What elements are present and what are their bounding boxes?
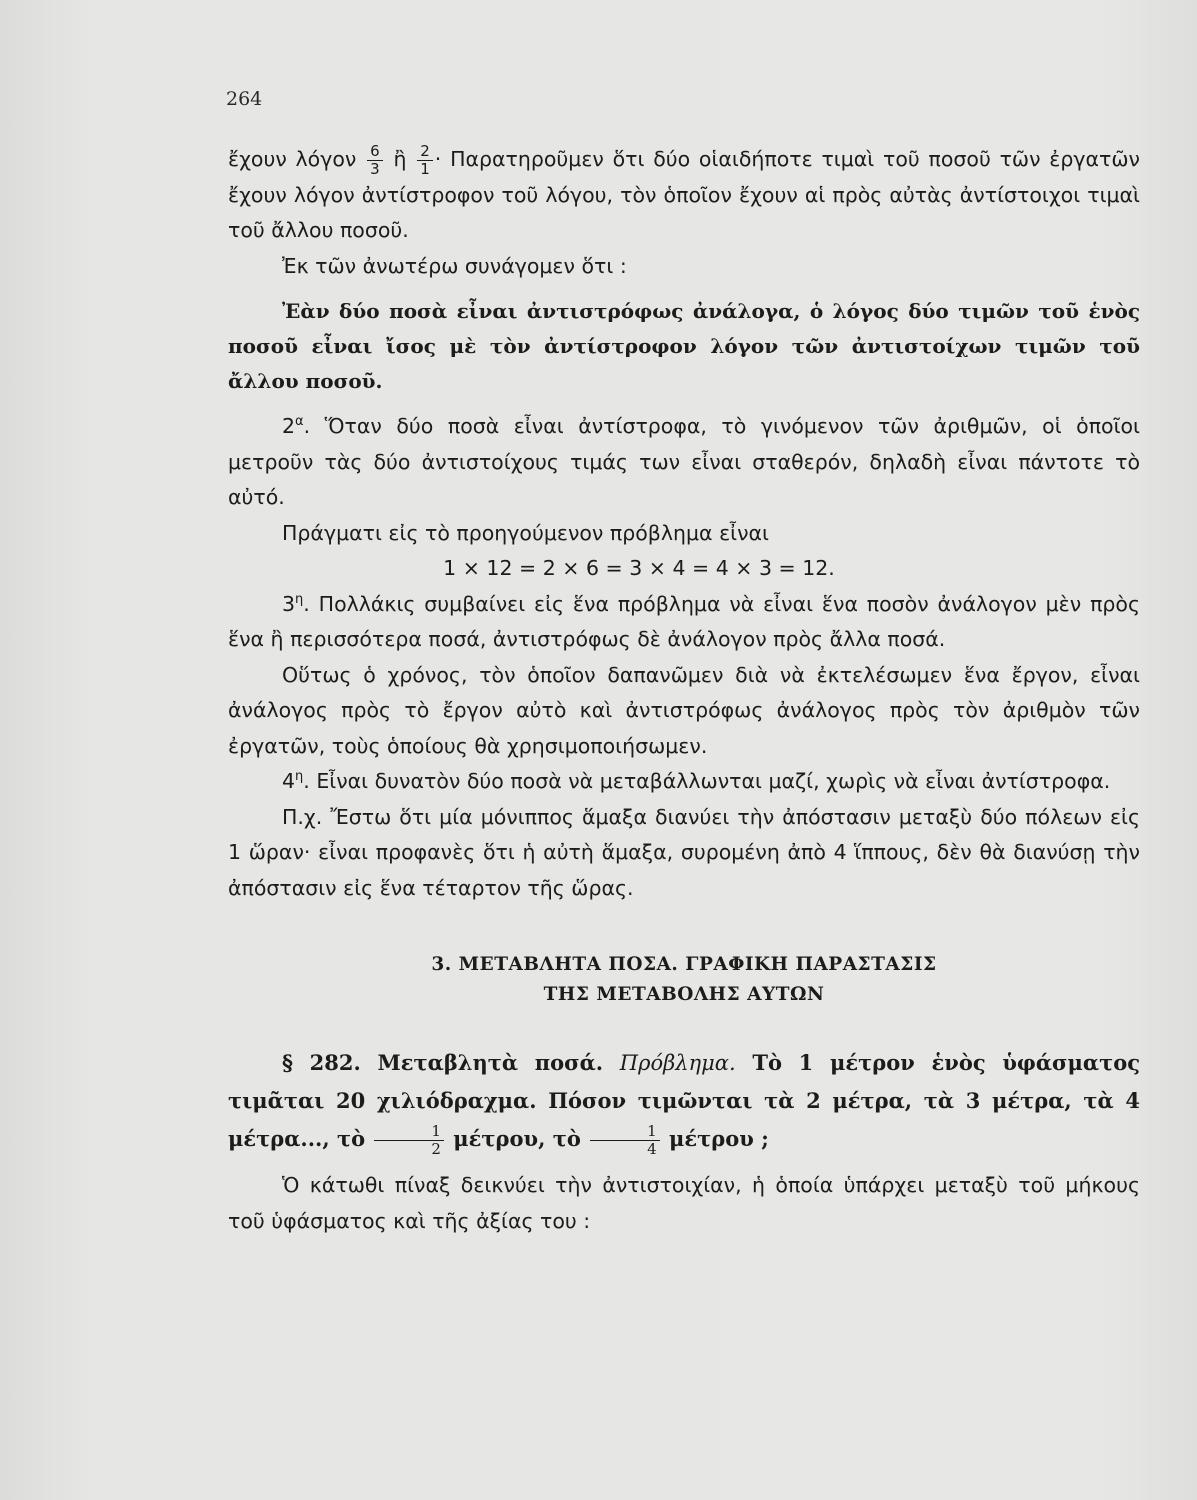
paragraph-rule-bold: Ἐὰν δύο ποσὰ εἶναι ἀντιστρόφως ἀνάλογα, ὁ λόγος δύο τιμῶν τοῦ ἑνὸς ποσοῦ εἶναι ἴσος μὲ τὸν ἀντίστροφον λόγον τῶν ἀντιστοίχων τιμῶν τοῦ ἄλλου ποσοῦ.	[228, 299, 1140, 393]
section-282-problem	[228, 1044, 1140, 1158]
fraction-1-2	[374, 1123, 444, 1158]
paragraph-indeed: Πράγματι εἰς τὸ προηγούμενον πρόβλημα εἶναι	[282, 520, 769, 545]
page-number: 264	[226, 88, 263, 110]
fraction-numerator: 1	[374, 1123, 444, 1141]
paragraph-point-4	[228, 764, 1140, 800]
fraction-numerator: 2	[417, 143, 433, 161]
text-segment: . Πολλάκις συμβαίνει εἰς ἕνα πρόβλημα νὰ εἶναι ἕνα ποσὸν ἀνάλογον μὲν πρὸς ἕνα ἢ περισσότερα ποσά, ἀντιστρόφως δὲ ἀνάλογον πρὸς ἄλλα ποσά.	[228, 591, 1140, 651]
paragraph-conclusion-intro: Ἐκ τῶν ἀνωτέρω συνάγομεν ὅτι :	[282, 253, 627, 278]
text-segment: . Εἶναι δυνατὸν δύο ποσὰ νὰ μεταβάλλωνται μαζί, χωρὶς νὰ εἶναι ἀντίστροφα.	[303, 769, 1111, 793]
paragraph-point-2	[228, 409, 1140, 516]
fraction-numerator: 6	[367, 143, 383, 161]
paragraph-point-3	[228, 587, 1140, 658]
text-segment: ἔχουν λόγον	[228, 147, 357, 171]
page-content	[228, 142, 1140, 1239]
equation-products: 1 × 12 = 2 × 6 = 3 × 4 = 4 × 3 = 12.	[443, 556, 835, 580]
text-segment: . Ὅταν δύο ποσὰ εἶναι ἀντίστροφα, τὸ γινόμενον τῶν ἀριθμῶν, οἱ ὁποῖοι μετροῦν τὰς δύο ἀντιστοίχους τιμάς των εἶναι σταθερόν, δηλαδὴ εἶναι πάντοτε τὸ αὐτό.	[228, 414, 1140, 509]
text-segment: ἢ	[393, 147, 407, 171]
point-number: 2	[282, 414, 296, 438]
point-number: 4	[282, 769, 296, 793]
fraction-denominator: 1	[420, 159, 430, 178]
point-superscript: α	[295, 414, 304, 430]
fraction-1-4	[590, 1123, 660, 1158]
fraction-denominator: 2	[431, 1140, 441, 1158]
fraction-denominator: 4	[647, 1140, 657, 1158]
problem-label: Πρόβλημα.	[619, 1051, 736, 1075]
point-superscript: η	[295, 769, 304, 785]
paragraph-carriage-example: Π.χ. Ἔστω ὅτι μία μόνιππος ἅμαξα διανύει τὴν ἀπόστασιν μεταξὺ δύο πόλεων εἰς 1 ὥραν· εἶναι προφανὲς ὅτι ἡ αὐτὴ ἅμαξα, συρομένη ἀπὸ 4 ἵππους, δὲν θὰ διανύσῃ τὴν ἀπόστασιν εἰς ἕνα τέταρτον τῆς ὥρας.	[228, 804, 1140, 900]
paragraph-time-example: Οὕτως ὁ χρόνος, τὸν ὁποῖον δαπανῶμεν διὰ νὰ ἐκτελέσωμεν ἕνα ἔργον, εἶναι ἀνάλογος πρὸς τὸ ἔργον αὐτὸ καὶ ἀντιστρόφως ἀνάλογος πρὸς τὸν ἀριθμὸν τῶν ἐργατῶν, τοὺς ὁποίους θὰ χρησιμοποιήσωμεν.	[228, 662, 1140, 758]
fraction-denominator: 3	[370, 159, 380, 178]
text-segment: · Παρατηροῦμεν ὅτι δύο οἱαιδήποτε τιμαὶ τοῦ ποσοῦ τῶν ἐργατῶν ἔχουν λόγον ἀντίστροφον τοῦ λόγου, τὸν ὁποῖον ἔχουν αἱ πρὸς αὐτὰς ἀντίστοιχοι τιμαὶ τοῦ ἄλλου ποσοῦ.	[228, 147, 1140, 242]
section-heading-line-2: ΤΗΣ ΜΕΤΑΒΟΛΗΣ ΑΥΤΩΝ	[543, 984, 825, 1005]
section-label: § 282. Μεταβλητὰ ποσά.	[282, 1050, 604, 1075]
text-segment: μέτρου ;	[669, 1126, 769, 1151]
paragraph-table-intro: Ὁ κάτωθι πίναξ δεικνύει τὴν ἀντιστοιχίαν, ἡ ὁποία ὑπάρχει μεταξὺ τοῦ μήκους τοῦ ὑφάσματος καὶ τῆς ἀξίας του :	[228, 1173, 1140, 1233]
point-superscript: η	[295, 591, 304, 607]
point-number: 3	[282, 591, 296, 616]
text-segment: μέτρου, τὸ	[453, 1126, 581, 1151]
text-segment: Τὸ 1 μέτρον ἑνὸς ὑφάσματος τιμᾶται 20 χιλιόδραχμα. Πόσον τιμῶνται τὰ 2 μέτρα, τὰ 3 μέτρα, τὰ 4 μέτρα..., τὸ	[228, 1050, 1140, 1151]
fraction-numerator: 1	[590, 1123, 660, 1141]
fraction-6-3	[367, 143, 383, 178]
fraction-2-1	[417, 143, 433, 178]
section-heading-line-1: 3. ΜΕΤΑΒΛΗΤΑ ΠΟΣΑ. ΓΡΑΦΙΚΗ ΠΑΡΑΣΤΑΣΙΣ	[431, 954, 937, 975]
paragraph-ratio-observation	[228, 142, 1140, 249]
